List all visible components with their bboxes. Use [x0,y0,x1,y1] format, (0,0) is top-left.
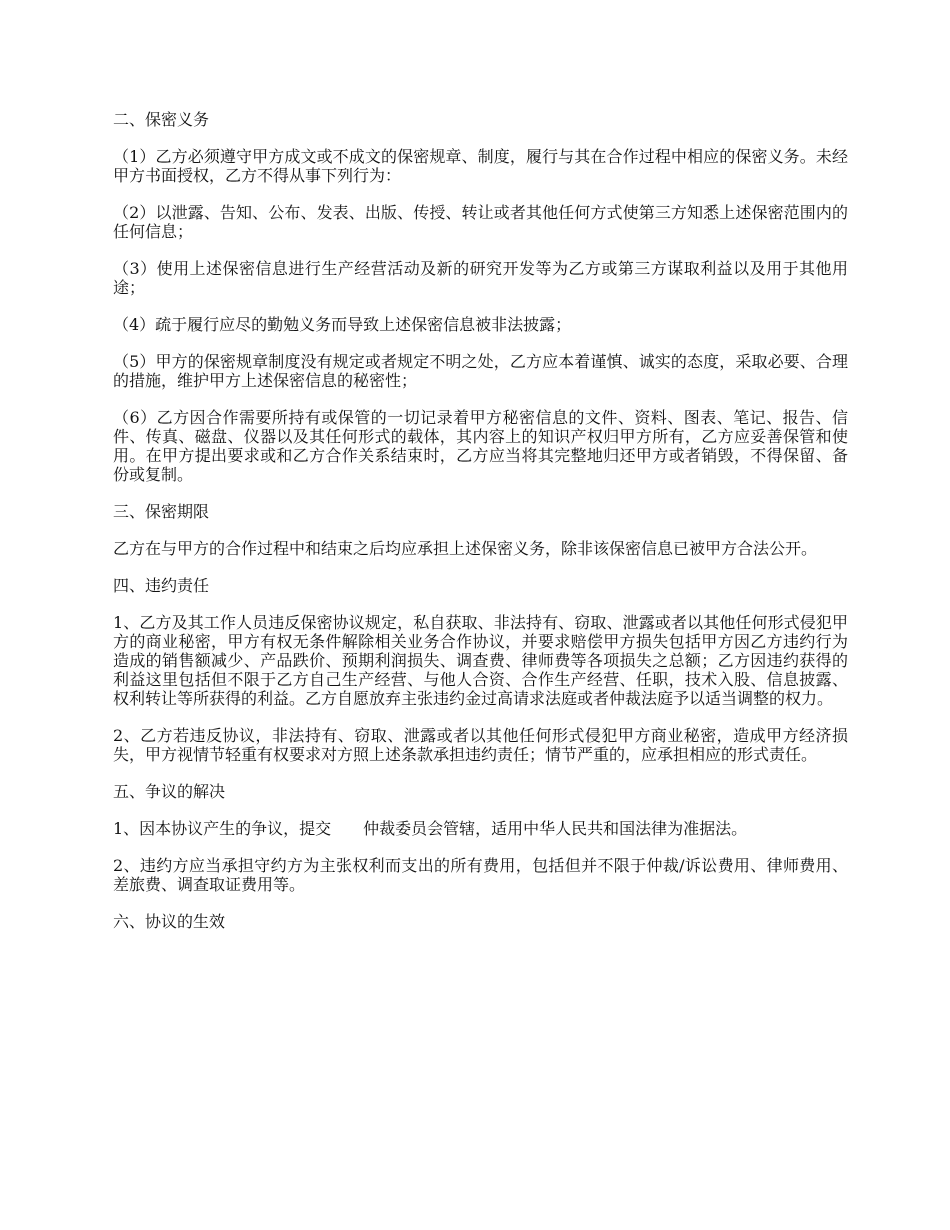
section-2-heading: 二、保密义务 [113,110,210,129]
section-2-clause-4: （4）疏于履行应尽的勤勉义务而导致上述保密信息被非法披露； [113,315,572,334]
section-2-clause-1: （1）乙方必须遵守甲方成文或不成文的保密规章、制度，履行与其在合作过程中相应的保密义务。未经甲方书面授权，乙方不得从事下列行为： [113,147,848,185]
section-4-heading: 四、违约责任 [113,576,210,595]
section-4-clause-1: 1、乙方及其工作人员违反保密协议规定，私自获取、非法持有、窃取、泄露或者以其他任何形式侵犯甲方的商业秘密，甲方有权无条件解除相关业务合作协议，并要求赔偿甲方损失包括甲方因乙方违约行为造成的销售额减少、产品跌价、预期利润损失、调查费、律师费等各项损失之总额；乙方因违约获得的利益这里包括但不限于乙方自己生产经营、与他人合资、合作生产经营、任职，技术入股、信息披露、权利转让等所获得的利益。乙方自愿放弃主张违约金过高请求法庭或者仲裁法庭予以适当调整的权力。 [113,613,848,708]
section-3-heading: 三、保密期限 [113,502,210,521]
section-2-clause-5: （5）甲方的保密规章制度没有规定或者规定不明之处，乙方应本着谨慎、诚实的态度，采取必要、合理的措施，维护甲方上述保密信息的秘密性； [113,352,848,390]
section-4-clause-2: 2、乙方若违反协议，非法持有、窃取、泄露或者以其他任何形式侵犯甲方商业秘密，造成甲方经济损失，甲方视情节轻重有权要求对方照上述条款承担违约责任；情节严重的，应承担相应的形式责任。 [113,726,848,764]
section-2-clause-6: （6）乙方因合作需要所持有或保管的一切记录着甲方秘密信息的文件、资料、图表、笔记、报告、信件、传真、磁盘、仪器以及其任何形式的载体，其内容上的知识产权归甲方所有，乙方应妥善保管和使用。在甲方提出要求或和乙方合作关系结束时，乙方应当将其完整地归还甲方或者销毁，不得保留、备份或复制。 [113,408,848,484]
section-6-heading: 六、协议的生效 [113,912,226,931]
section-2-clause-3: （3）使用上述保密信息进行生产经营活动及新的研究开发等为乙方或第三方谋取利益以及用于其他用途； [113,259,848,297]
section-5-heading: 五、争议的解决 [113,782,226,801]
section-3-paragraph: 乙方在与甲方的合作过程中和结束之后均应承担上述保密义务，除非该保密信息已被甲方合法公开。 [113,539,818,558]
document-page [113,110,848,949]
section-5-clause-1: 1、因本协议产生的争议，提交 仲裁委员会管辖，适用中华人民共和国法律为准据法。 [113,819,748,838]
section-2-clause-2: （2）以泄露、告知、公布、发表、出版、传授、转让或者其他任何方式使第三方知悉上述保密范围内的任何信息； [113,203,848,241]
section-5-clause-2: 2、违约方应当承担守约方为主张权利而支出的所有费用，包括但并不限于仲裁/诉讼费用、律师费用、差旅费、调查取证费用等。 [113,856,848,894]
